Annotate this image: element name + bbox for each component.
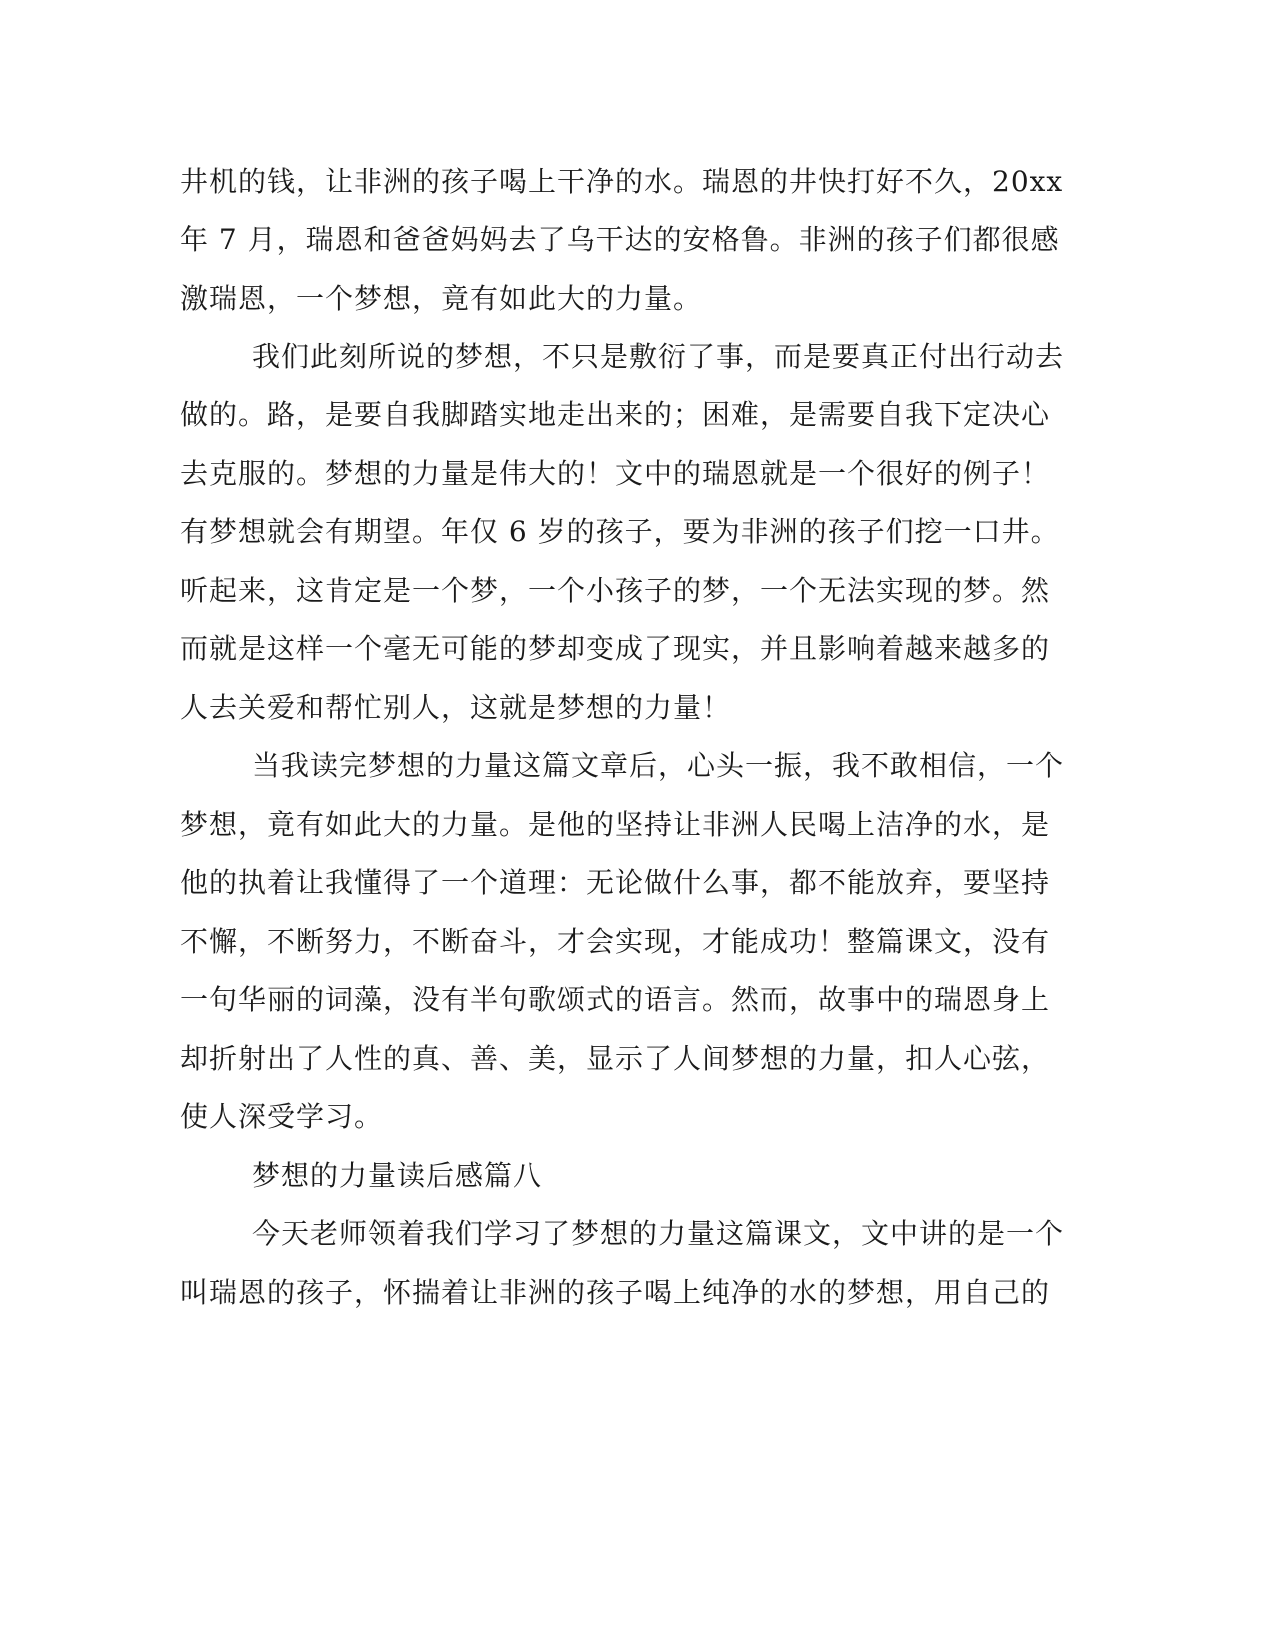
paragraph-start-line: 我们此刻所说的梦想，不只是敷衍了事，而是要真正付出行动去 [252, 340, 1065, 373]
text-line: 却折射出了人性的真、善、美，显示了人间梦想的力量，扣人心弦， [180, 1042, 1051, 1075]
text-line: 人去关爱和帮忙别人，这就是梦想的力量！ [180, 691, 732, 724]
text-line: 叫瑞恩的孩子，怀揣着让非洲的孩子喝上纯净的水的梦想，用自己的 [180, 1276, 1051, 1309]
paragraph-start-line: 今天老师领着我们学习了梦想的力量这篇课文，文中讲的是一个 [252, 1217, 1065, 1250]
text-line: 他的执着让我懂得了一个道理：无论做什么事，都不能放弃，要坚持 [180, 866, 1051, 899]
text-line: 不懈，不断努力，不断奋斗，才会实现，才能成功！整篇课文，没有 [180, 925, 1051, 958]
text-line: 井机的钱，让非洲的孩子喝上干净的水。瑞恩的井快打好不久，20xx [180, 165, 1064, 198]
text-line: 使人深受学习。 [180, 1100, 384, 1133]
paragraph-start-line: 当我读完梦想的力量这篇文章后，心头一振，我不敢相信，一个 [252, 749, 1065, 782]
text-line: 做的。路，是要自我脚踏实地走出来的；困难，是需要自我下定决心 [180, 398, 1051, 431]
text-line: 有梦想就会有期望。年仅 6 岁的孩子，要为非洲的孩子们挖一口井。 [180, 515, 1060, 548]
text-line: 激瑞恩，一个梦想，竟有如此大的力量。 [180, 282, 703, 315]
text-line: 去克服的。梦想的力量是伟大的！文中的瑞恩就是一个很好的例子！ [180, 457, 1051, 490]
text-line: 听起来，这肯定是一个梦，一个小孩子的梦，一个无法实现的梦。然 [180, 574, 1051, 607]
text-line: 梦想，竟有如此大的力量。是他的坚持让非洲人民喝上洁净的水，是 [180, 808, 1051, 841]
text-line: 年 7 月，瑞恩和爸爸妈妈去了乌干达的安格鲁。非洲的孩子们都很感 [180, 223, 1060, 256]
text-line: 而就是这样一个毫无可能的梦却变成了现实，并且影响着越来越多的 [180, 632, 1051, 665]
section-heading: 梦想的力量读后感篇八 [252, 1159, 543, 1192]
text-line: 一句华丽的词藻，没有半句歌颂式的语言。然而，故事中的瑞恩身上 [180, 983, 1051, 1016]
